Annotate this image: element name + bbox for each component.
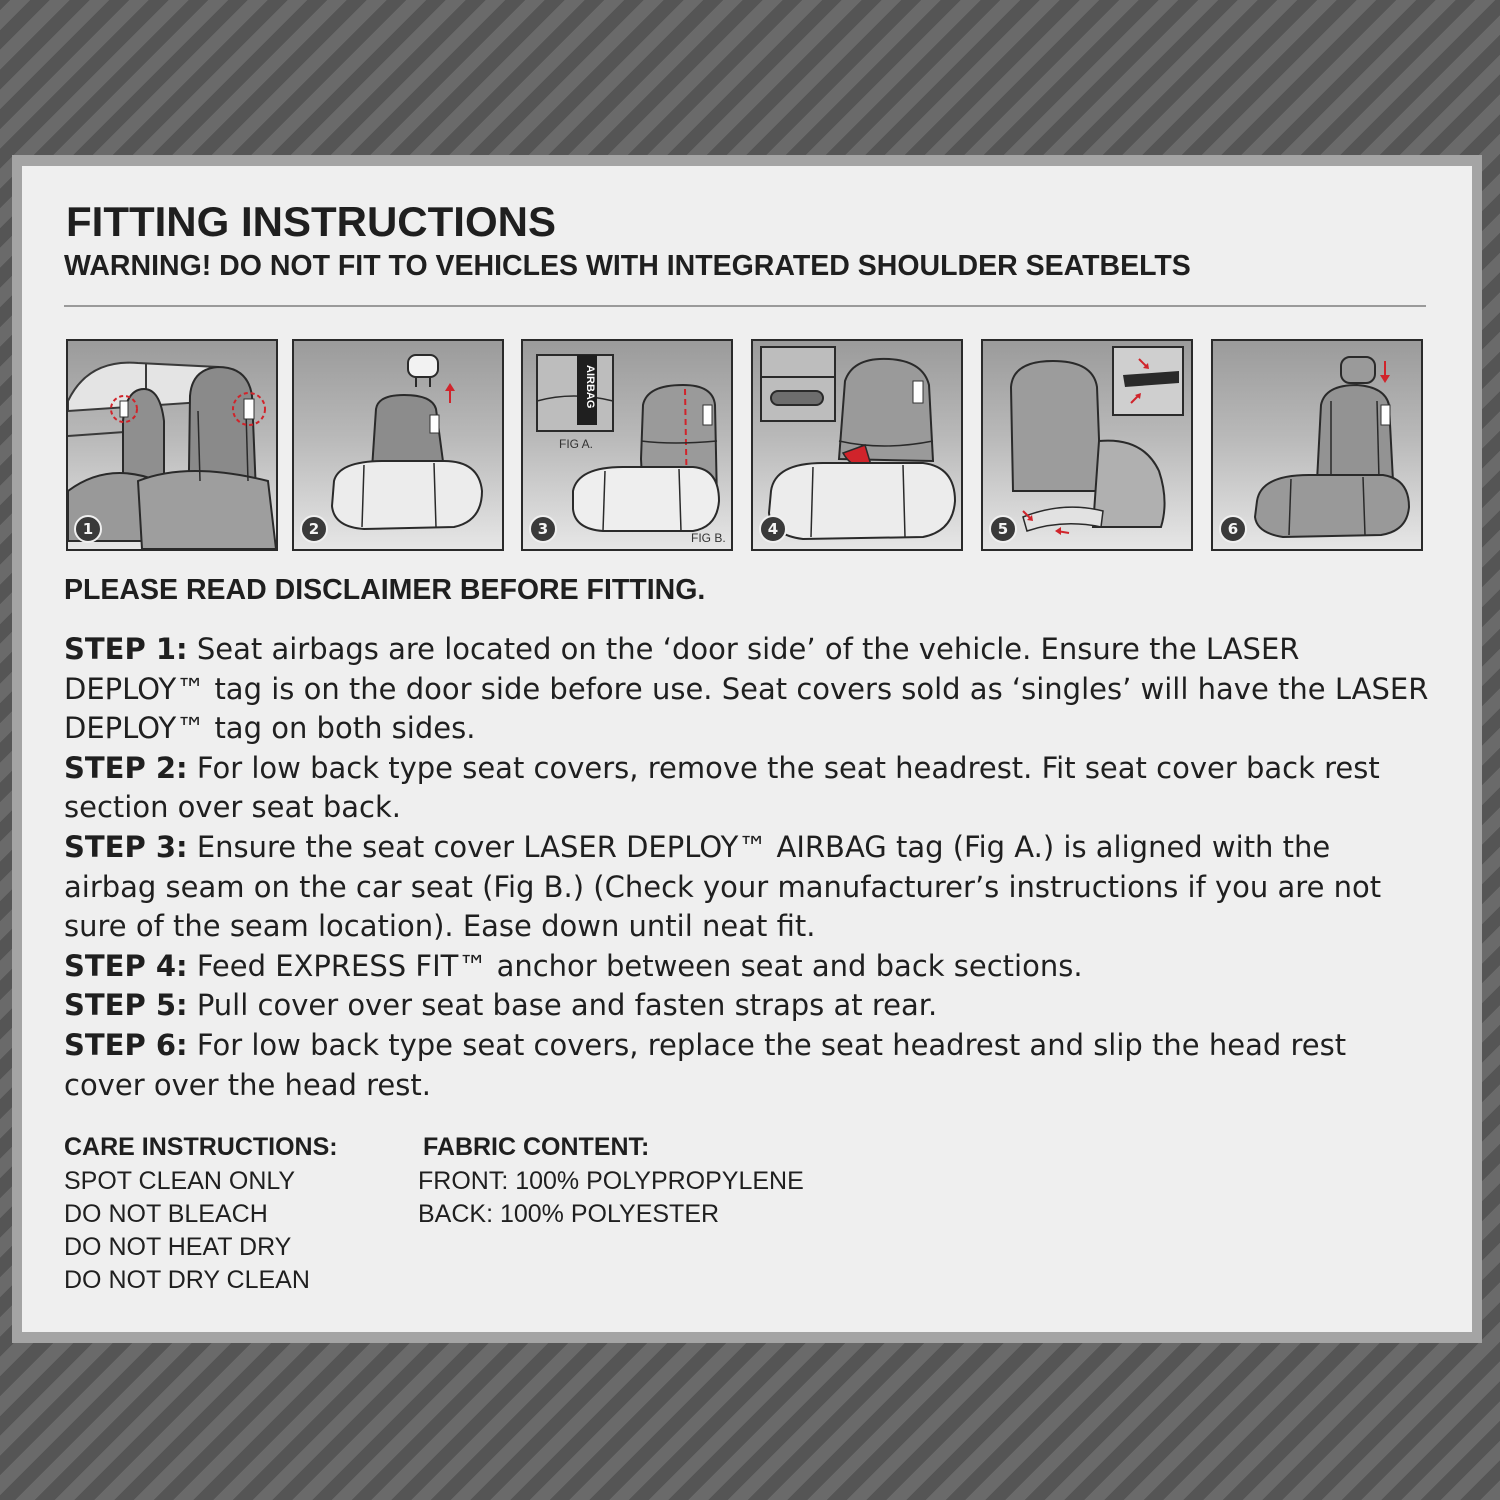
remove-headrest-icon [294,341,502,549]
step-label: STEP 3: [64,829,188,864]
step-number-badge: 2 [300,515,328,543]
fabric-line: FRONT: 100% POLYPROPYLENE [418,1167,804,1195]
care-instructions [64,1132,338,1297]
care-line: DO NOT DRY CLEAN [64,1266,310,1294]
fig-a-label: FIG A. [559,437,594,451]
step-text: For low back type seat covers, replace the seat headrest and slip the head rest cover over the head rest. [64,1027,1347,1102]
care-line: DO NOT BLEACH [64,1200,268,1228]
step-text: Feed EXPRESS FIT™ anchor between seat and back sections. [187,948,1083,983]
step-label: STEP 4: [64,948,188,983]
care-line: SPOT CLEAN ONLY [64,1167,296,1195]
step-label: STEP 2: [64,750,188,785]
step-3-paragraph [64,828,1429,947]
warning-text: WARNING! DO NOT FIT TO VEHICLES WITH INTEGRATED SHOULDER SEATBELTS [64,250,1191,282]
airbag-tag-text: AIRBAG [584,365,596,409]
diagram-step-4 [751,339,963,551]
step-2-paragraph [64,749,1429,828]
step-text: Pull cover over seat base and fasten straps at rear. [187,988,938,1023]
step-4-paragraph [64,947,1429,987]
step-text: Ensure the seat cover LASER DEPLOY™ AIRBAG tag (Fig A.) is aligned with the airbag seam on the car seat (Fig B.) (Check your manufacturer’s instructions if you are not sure of the seam location). Ease down until neat fit. [64,829,1382,944]
step-label: STEP 6: [64,1027,188,1062]
diagram-step-6 [1211,339,1423,551]
step-1-paragraph [64,630,1429,749]
step-label: STEP 5: [64,988,188,1023]
replace-headrest-icon [1213,341,1421,549]
step-number-badge: 6 [1219,515,1247,543]
fasten-straps-icon [983,341,1191,549]
care-line: DO NOT HEAT DRY [64,1233,292,1261]
step-number-badge: 3 [529,515,557,543]
step-label: STEP 1: [64,632,188,666]
page-title: FITTING INSTRUCTIONS [66,198,556,245]
fabric-line: BACK: 100% POLYESTER [418,1200,720,1228]
step-number-badge: 4 [759,515,787,543]
fabric-heading: FABRIC CONTENT: [423,1133,650,1161]
disclaimer-text: PLEASE READ DISCLAIMER BEFORE FITTING. [64,574,706,606]
diagram-step-2 [292,339,504,551]
step-6-paragraph [64,1026,1429,1105]
express-fit-anchor-icon [753,341,961,549]
step-number-badge: 1 [74,515,102,543]
airbag-seam-alignment-icon [523,341,731,549]
fabric-content [418,1132,804,1231]
divider [64,305,1426,307]
fig-b-label: FIG B. [691,531,726,545]
diagram-step-3 [521,339,733,551]
diagram-steps-row [66,339,1426,553]
diagram-step-5 [981,339,1193,551]
care-heading: CARE INSTRUCTIONS: [64,1133,338,1161]
step-text: For low back type seat covers, remove the seat headrest. Fit seat cover back rest section over seat back. [64,750,1380,825]
step-text: Seat airbags are located on the ‘door side’ of the vehicle. Ensure the LASER DEPLOY™ tag is on the door side before use. Seat covers sold as ‘singles’ will have the LASER DEPLOY™ tag on both sides. [64,632,1429,746]
step-number-badge: 5 [989,515,1017,543]
diagram-step-1 [66,339,278,551]
step-instructions [64,630,1429,1105]
airbag-tag-location-icon [68,341,276,549]
step-5-paragraph [64,986,1429,1026]
